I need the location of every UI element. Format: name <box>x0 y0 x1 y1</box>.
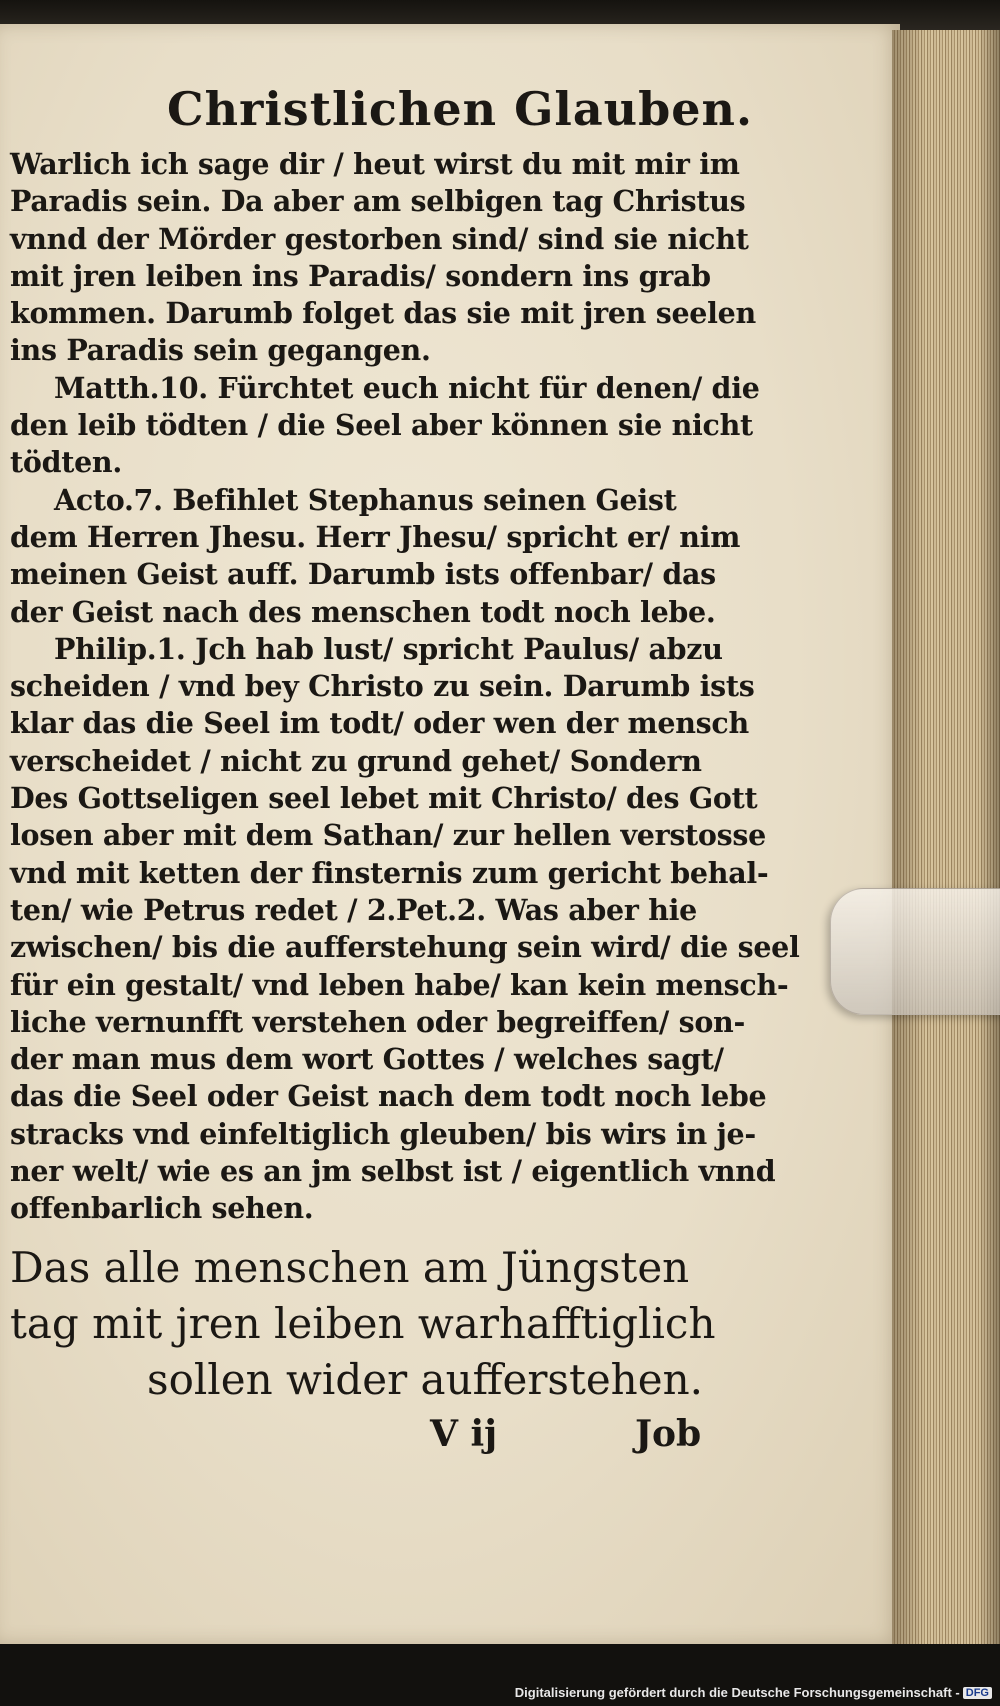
body-text-line: kommen. Darumb folget das sie mit jren seelen <box>10 296 756 331</box>
body-text-line: ner welt/ wie es an jm selbst ist / eigentlich vnnd <box>10 1154 776 1189</box>
running-head: Christlichen Glauben. <box>167 82 753 136</box>
body-text-line: ins Paradis sein gegangen. <box>10 333 431 368</box>
body-text-line: zwischen/ bis die aufferstehung sein wird/ die seel <box>10 930 800 965</box>
body-text-line: der man mus dem wort Gottes / welches sagt/ <box>10 1042 724 1077</box>
body-text-line: Matth.10. Fürchtet euch nicht für denen/ die <box>54 370 760 405</box>
body-text-line: scheiden / vnd bey Christo zu sein. Darumb ists <box>10 669 755 704</box>
signature-mark: V ij <box>430 1412 498 1455</box>
digitization-credit-text: Digitalisierung gefördert durch die Deutsche Forschungsgemeinschaft - <box>514 1685 960 1700</box>
catchword: Job <box>635 1412 702 1455</box>
body-text-line: verscheidet / nicht zu grund gehet/ Sondern <box>10 743 702 778</box>
body-text <box>10 146 880 1228</box>
body-text-line: meinen Geist auff. Darumb ists offenbar/ das <box>10 557 716 592</box>
body-text-line: vnd mit ketten der finsternis zum gericht behal- <box>10 855 769 890</box>
body-text-line: Warlich ich sage dir / heut wirst du mit mir im <box>10 147 740 181</box>
body-text-line: offenbarlich sehen. <box>10 1191 314 1226</box>
scan-bottom-border <box>0 1644 1000 1706</box>
body-text-line: für ein gestalt/ vnd leben habe/ kan kein mensch- <box>10 967 789 1002</box>
body-text-line: ten/ wie Petrus redet / 2.Pet.2. Was aber hie <box>10 892 697 927</box>
digitization-credit <box>515 1685 992 1700</box>
page-edges-shading <box>892 30 1000 1680</box>
body-text-line: Philip.1. Jch hab lust/ spricht Paulus/ abzu <box>54 631 723 666</box>
body-text-line: den leib tödten / die Seel aber können sie nicht <box>10 408 753 443</box>
page-footer-row <box>10 1410 880 1460</box>
section-heading-line: sollen wider aufferstehen. <box>147 1354 703 1404</box>
section-heading <box>10 1240 880 1408</box>
body-text-line: liche vernunfft verstehen oder begreiffen/ son- <box>10 1004 745 1039</box>
body-text-line: klar das die Seel im todt/ oder wen der mensch <box>10 706 749 741</box>
body-text-line: Acto.7. Befihlet Stephanus seinen Geist <box>54 482 677 517</box>
body-text-line: Des Gottseligen seel lebet mit Christo/ des Gott <box>10 781 758 816</box>
body-text-line: vnnd der Mörder gestorben sind/ sind sie nicht <box>10 221 749 256</box>
body-text-line: losen aber mit dem Sathan/ zur hellen verstosse <box>10 818 766 853</box>
body-text-line: stracks vnd einfeltiglich gleuben/ bis wirs in je- <box>10 1116 756 1151</box>
section-heading-line: Das alle menschen am Jüngsten <box>10 1242 690 1292</box>
body-text-line: das die Seel oder Geist nach dem todt noch lebe <box>10 1079 767 1114</box>
dfg-logo: DFG <box>963 1687 992 1699</box>
page-clip <box>830 888 1000 1015</box>
body-text-line: der Geist nach des menschen todt noch lebe. <box>10 594 716 629</box>
body-text-line: Paradis sein. Da aber am selbigen tag Christus <box>10 184 746 219</box>
body-text-line: mit jren leiben ins Paradis/ sondern ins grab <box>10 258 711 293</box>
page-text-block <box>10 78 880 1460</box>
section-heading-line: tag mit jren leiben warhafftiglich <box>10 1298 716 1348</box>
body-text-line: tödten. <box>10 445 122 480</box>
body-text-line: dem Herren Jhesu. Herr Jhesu/ spricht er/ nim <box>10 519 741 554</box>
